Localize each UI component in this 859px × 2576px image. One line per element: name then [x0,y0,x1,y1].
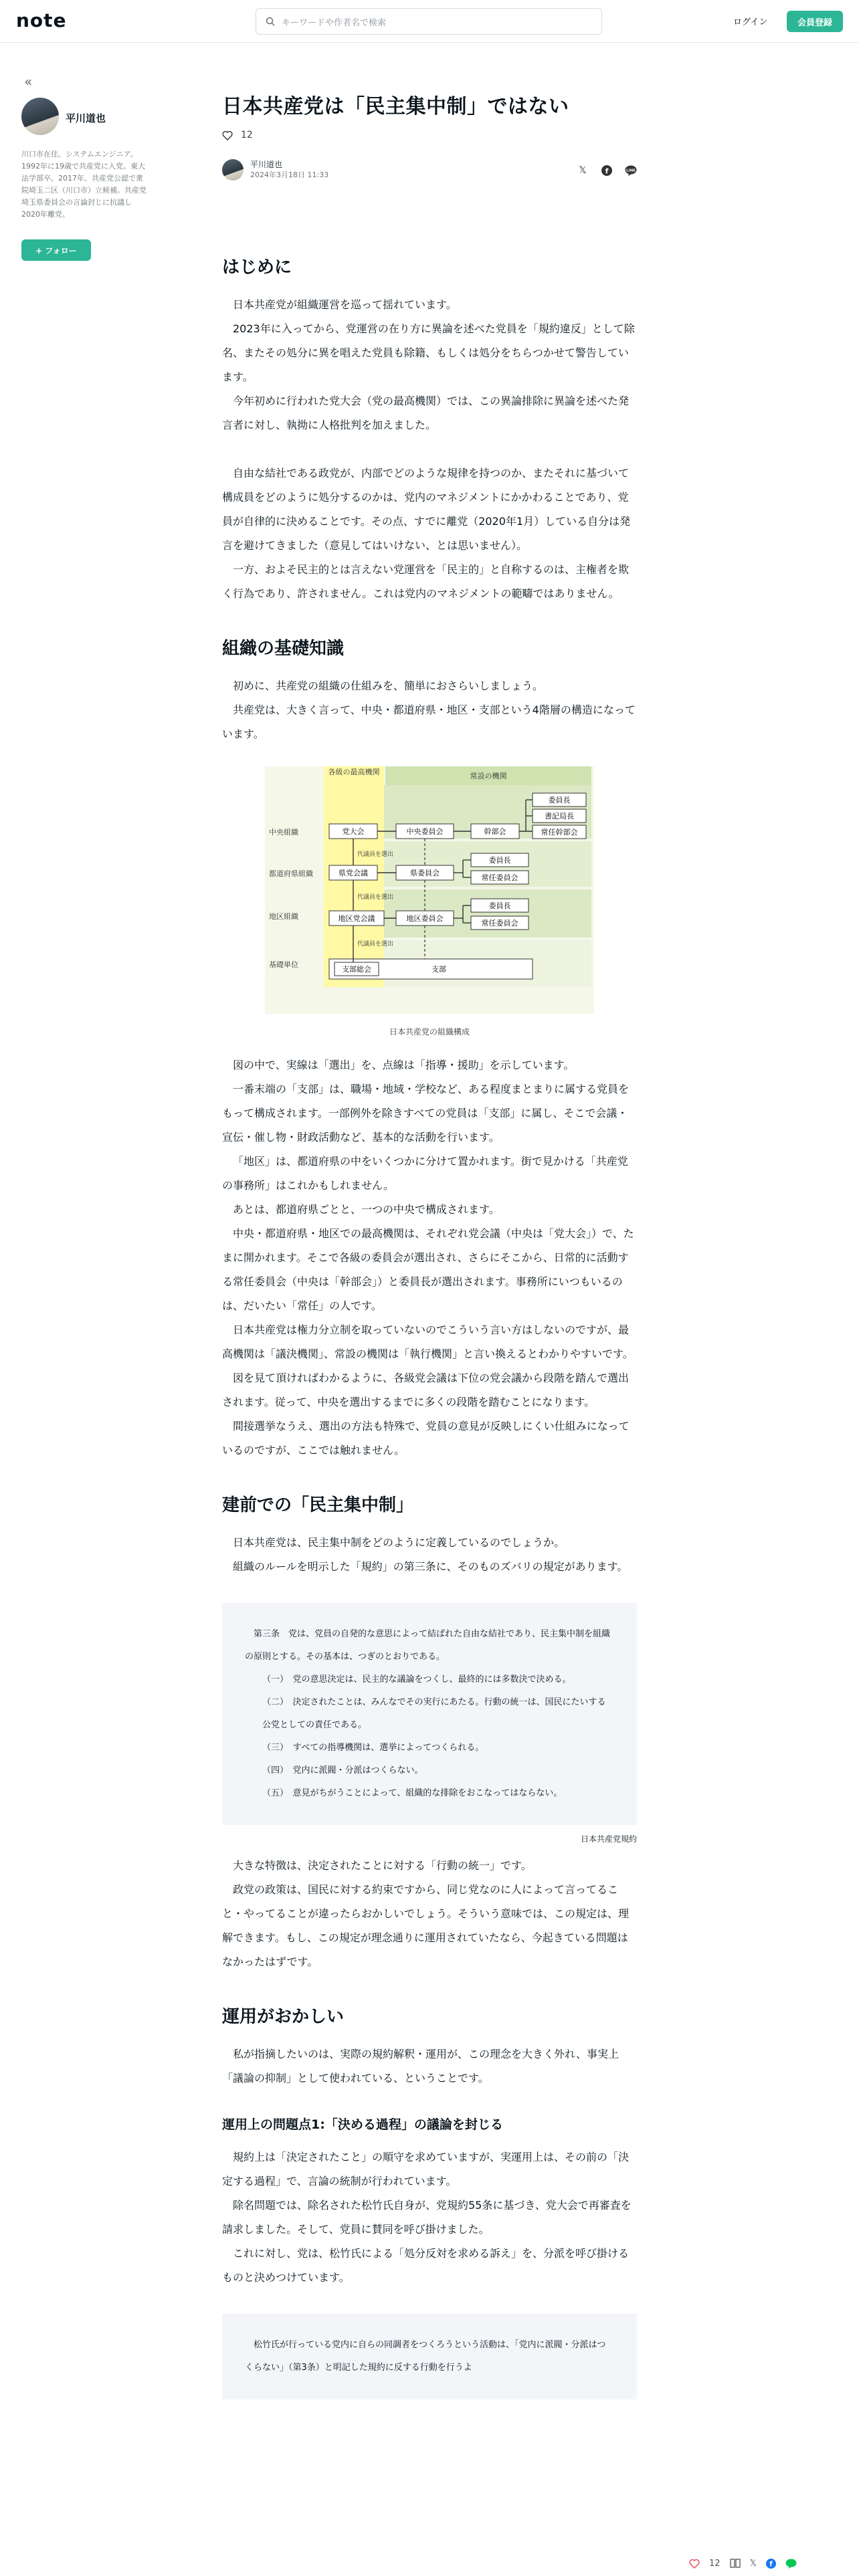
quote-item: （二） 決定されたことは、みんなでその実行にあたる。行動の統一は、国民にたいする公党としての責任である。 [262,1697,606,1730]
paragraph: 初めに、共産党の組織の仕組みを、簡単におさらいしましょう。 [233,679,544,692]
fig-standing-presidium: 常任幹部会 [541,828,578,837]
fig-district-congress: 地区党会議 [338,914,375,923]
paragraph: 図の中で、実線は「選出」を、点線は「指導・援助」を示しています。 [233,1059,575,1071]
paragraph: 中央・都道府県・地区での最高機関は、それぞれ党会議（中央は「党大会」）で、たまに開かれます。そこで各級の委員会が選出され、さらにそこから、日常的に活動する常任委員会（中央は「幹部会」）と委員長が選出されます。事務所にいつもいるのは、だいたい「常任」の人です。 [222,1227,634,1312]
fig-pref-chair: 委員長 [488,856,511,865]
quote-item: （四） 党内に派閥・分派はつくらない。 [262,1765,423,1776]
svg-text:f: f [605,167,609,176]
section-heading-org: 組織の基礎知識 [222,639,345,659]
org-chart-diagram [265,766,594,1014]
quote-lead: 第三条 党は、党員の自発的な意思によって結ばれた自由な結社であり、民主集中制を組織の原則とする。その基本は、つぎのとおりである。 [245,1629,611,1662]
section-heading-ops: 運用がおかしい [222,2007,345,2027]
paragraph: あとは、都道府県ごとと、一つの中央で構成されます。 [233,1203,500,1216]
quote-citation: 日本共産党規約 [580,1834,637,1844]
collapse-sidebar-icon[interactable]: « [24,74,33,90]
meta-author[interactable]: 平川道也 [250,160,283,169]
fig-chair: 委員長 [548,796,571,804]
blockquote-rules [222,1603,637,1825]
figure-caption: 日本共産党の組織構成 [389,1027,470,1037]
svg-text:LINE: LINE [626,169,636,173]
search-placeholder: キーワードや作者名で検索 [282,17,387,28]
fig-row-pref: 都道府県組織 [269,869,313,878]
fig-branch-general: 支部総会 [342,965,371,974]
fig-secretariat: 書記局長 [545,812,574,821]
fig-row-district: 地区組織 [269,912,298,921]
quote-item: （五） 意見がちがうことによって、組織的な排除をおこなってはならない。 [262,1788,563,1798]
paragraph: 規約上は「決定されたこと」の順守を求めていますが、実運用上は、その前の「決定する過程」で、言論の統制が行われています。 [222,2151,630,2187]
paragraph: 日本共産党が組織運営を巡って揺れています。 [233,298,457,311]
follow-button[interactable]: + フォロー [21,239,91,261]
paragraph: 一方、およそ民主的とは言えない党運営を「民主的」と自称するのは、主権者を欺く行為であり、許されません。これは党内のマネジメントの範疇ではありません。 [222,563,630,600]
article-meta [222,159,328,181]
paragraph: 自由な結社である政党が、内部でどのような規律を持つのか、またそれに基づいて構成員をどのように処分するのかは、党内のマネジメントにかかわることであり、党員が自律的に決めることです。その点、すでに離党（2020年1月）している自分は発言を避けてきました（意見してはいけない、とは思いません）。 [222,467,631,552]
blockquote-party-statement [222,2314,637,2399]
fig-pref-standing: 常任委員会 [481,873,518,882]
author-avatar-small[interactable] [222,159,244,181]
paragraph: 大きな特徴は、決定されたことに対する「行動の統一」です。 [233,1859,532,1872]
floating-action-bar [689,2553,859,2573]
search-input[interactable] [256,8,602,35]
fig-pref-committee: 県委員会 [410,869,440,877]
paragraph: 日本共産党は権力分立制を取っていないのでこういう言い方はしないのですが、最高機関は「議決機関」、常設の機関は「執行機関」と言い換えるとわかりやすいです。 [222,1323,634,1360]
share-buttons [577,165,637,177]
fig-congress: 党大会 [342,827,365,836]
note-logo[interactable]: note [16,9,67,31]
magazine-icon[interactable] [730,2559,741,2568]
heart-icon[interactable] [689,2559,700,2569]
svg-text:f: f [769,2560,773,2569]
fig-elect-3: 代議員を選出 [357,941,394,948]
section-heading-intro: はじめに [222,257,292,278]
search-icon [266,17,275,26]
section-heading-principle: 建前での「民主集中制」 [222,1495,414,1515]
paragraph: 間接選挙なうえ、選出の方法も特殊で、党員の意見が反映しにくい仕組みになっているのですが、ここでは触れません。 [222,1420,630,1457]
org-structure-figure[interactable] [265,766,594,1037]
author-name[interactable]: 平川道也 [66,112,106,124]
facebook-share-icon[interactable] [601,165,613,177]
top-navigation-bar [0,0,859,43]
paragraph: 一番末端の「支部」は、職場・地域・学校など、ある程度まとまりに属する党員をもって構成されます。一部例外を除きすべての党員は「支部」に属し、そこで会議・宣伝・催し物・財政活動など、基本的な活動を行います。 [222,1083,630,1144]
author-bio: 川口市在住。システムエンジニア。1992年に19歳で共産党に入党。東大法学部卒。2017年、共産党公認で衆院埼玉二区（川口市）立候補。共産党埼玉県委員会の言論封じに抗議し2020年離党。 [21,150,147,219]
line-share-icon[interactable] [625,165,637,177]
paragraph: 政党の政策は、国民に対する約束ですから、同じ党なのに人によって言ってること・やってることが違ったらおかしいでしょう。そういう意味では、この規定は、理解できます。もし、この規定が理念通りに運用されていたなら、今起きている問題はなかったはずです。 [222,1883,630,1968]
publish-date: 2024年3月18日 11:33 [250,171,329,179]
paragraph: 日本共産党は、民主集中制をどのように定義しているのでしょうか。 [233,1536,565,1549]
paragraph: 2023年に入ってから、党運営の在り方に異論を述べた党員を「規約違反」として除名、またその処分に異を唱えた党員も除籍、もしくは処分をちらつかせて警告しています。 [222,322,635,383]
quote-text: 松竹氏が行っている党内に自らの同調者をつくろうという活動は、「党内に派閥・分派はつくらない」（第3条）と明記した規約に反する行動を行うよ [245,2340,606,2373]
float-like-count: 12 [709,2558,721,2569]
article-title: 日本共産党は「民主集中制」ではない [222,95,569,118]
author-avatar[interactable] [21,98,59,135]
fig-row-base: 基礎単位 [269,960,298,969]
paragraph: 共産党は、大きく言って、中央・都道府県・地区・支部という4階層の構造になっています。 [222,704,636,740]
x-share-icon[interactable]: 𝕏 [579,165,587,176]
float-x-share-icon[interactable]: 𝕏 [749,2558,757,2569]
heart-icon[interactable] [222,130,233,140]
fig-col-exec: 常設の機関 [470,772,507,780]
fig-elect-1: 代議員を選出 [357,851,394,858]
login-link[interactable]: ログイン [733,17,768,27]
fig-col-top: 各級の最高機関 [328,768,380,776]
fig-district-chair: 委員長 [488,901,511,910]
like-count[interactable] [222,130,253,140]
fig-district-standing: 常任委員会 [481,919,518,928]
signup-button[interactable]: 会員登録 [787,11,843,32]
quote-item: （三） すべての指導機関は、選挙によってつくられる。 [262,1743,484,1753]
fig-pref-congress: 県党会議 [339,869,368,877]
article [222,92,637,2373]
like-number: 12 [241,130,253,140]
paragraph: 組織のルールを明示した「規約」の第三条に、そのものズバリの規定があります。 [233,1560,628,1573]
fig-row-central: 中央組織 [269,828,298,837]
paragraph: 「地区」は、都道府県の中をいくつかに分けて置かれます。街で見かける「共産党の事務所」はこれかもしれません。 [222,1155,628,1192]
paragraph: 今年初めに行われた党大会（党の最高機関）では、この異論排除に異論を述べた発言者に対し、執拗に人格批判を加えました。 [222,395,630,431]
paragraph: 除名問題では、除名された松竹氏自身が、党規約55条に基づき、党大会で再審査を請求しました。そして、党員に賛同を呼び掛けました。 [222,2199,632,2236]
fig-central-committee: 中央委員会 [406,827,444,836]
fig-presidium: 幹部会 [484,827,506,836]
quote-item: （一） 党の意思決定は、民主的な議論をつくし、最終的には多数決で決める。 [262,1675,571,1685]
paragraph: これに対し、党は、松竹氏による「処分反対を求める訴え」を、分派を呼び掛けるものと決めつけています。 [222,2247,630,2284]
paragraph: 私が指摘したいのは、実際の規約解釈・運用が、この理念を大きく外れ、事実上「議論の抑制」として使われている、ということです。 [222,2048,619,2084]
paragraph: 図を見て頂ければわかるように、各級党会議は下位の党会議から段階を踏んで選出されます。従って、中央を選出するまでに多くの段階を踏むことになります。 [222,1372,630,1408]
article-body [222,225,637,2399]
float-facebook-icon[interactable] [766,2559,776,2569]
fig-elect-2: 代議員を選出 [357,894,394,901]
fig-district-committee: 地区委員会 [406,914,444,923]
fig-branch: 支部 [432,965,446,974]
subheading-issue1: 運用上の問題点1:「決める過程」の議論を封じる [222,2117,503,2132]
float-line-icon[interactable] [785,2559,797,2569]
